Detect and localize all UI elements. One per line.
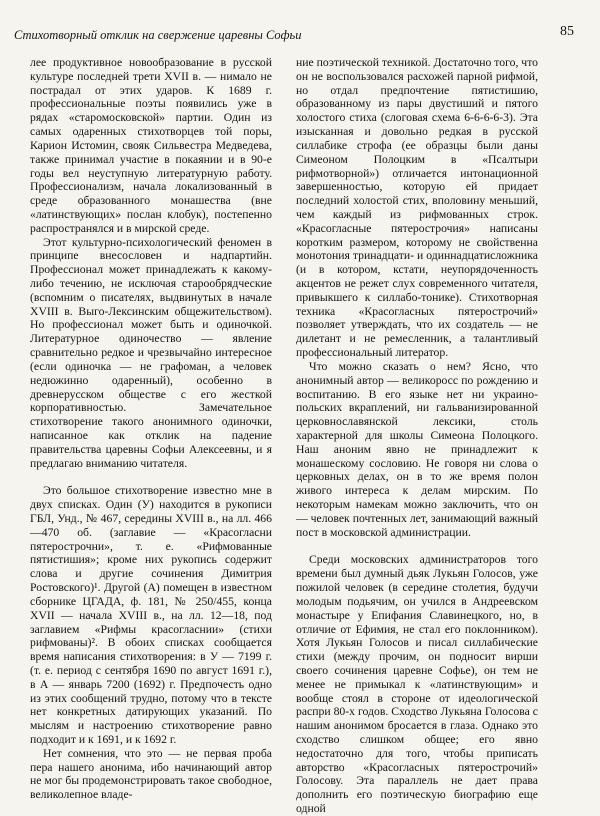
- paragraph: Что можно сказать о нем? Ясно, что анонимный автор — великоросс по рождению и воспитанию. В его языке нет ни украино-польских вкраплений, ни гальванизированной церковнославянской лексики, столь характерной для школы Симеона Полоцкого. Наш аноним явно не принадлежит к монашескому сословию. Не говоря ни слова о церковных делах, он в то же время полон живого интереса к делам мирским. По некоторым намекам можно заключить, что он — человек почтенных лет, занимающий важный пост в московской администрации.: [296, 359, 538, 539]
- paragraph: Нет сомнения, что это — не первая проба пера нашего анонима, ибо начинающий автор не мог бы продемонстрировать такое свободное, великолепное владе-: [30, 746, 272, 802]
- paragraph: Среди московских администраторов того времени был думный дьяк Лукьян Голосов, уже пожилой человек (в середине столетия, будучи молодым подьячим, он учился в Андреевском монастыре у Епифания Славинецкого, но, в отличие от Ефимия, не стал его поклонником). Хотя Лукьян Голосов и писал силлабические стихи (между прочим, он подносит вирши своего сочинения царевне Софье), он тем не менее не примыкал к «латинствующим» и вообще стоял в стороне от идеологической распри 80-х годов. Сходство Лукьяна Голосова с нашим анонимом бросается в глаза. Однако это сходство слишком общее; его явно недостаточно для того, чтобы приписать авторство «Красогласных пятерострочий» Голосову. Эта параллель не дает права дополнить его поэтическую биографию еще одной: [296, 553, 538, 816]
- paragraph: Это большое стихотворение известно мне в двух списках. Один (У) находится в рукописи ГБЛ, Унд., № 467, середины XVIII в., на лл. 466—470 об. (заглавие — «Красогласни пятерострочни», т. е. «Рифмованные пятистишия»; кроме них рукопись содержит слова и другие сочинения Димитрия Ростовского)¹. Другой (А) помещен в известном сборнике ЦГАДА, ф. 181, № 250/455, конца XVII — начала XVIII в., на лл. 12—18, под заглавием «Рифмы красогласнии» (стихи рифмованы)². В обоих списках сообщается время написания стихотворения: в У — 7199 г. (т. е. период с сентября 1690 по август 1691 г.), в А — январь 7200 (1692) г. Предпочесть одно из этих сообщений трудно, потому что в тексте нет конкретных датирующих указаний. По мыслям и настроению стихотворение равно подходит и к 1691, и к 1692 г.: [30, 484, 272, 746]
- paragraph: лее продуктивное новообразование в русской культуре последней трети XVII в. — нимало не пострадал от этих ударов. К 1689 г. профессиональные поэты появились уже в рядах «старомосковской» партии. Один из самых одаренных стихотворцев той поры, Карион Истомин, свояк Сильвестра Медведева, также принимал участие в покаянии и в 90-е годы вел неуступную литературную работу. Профессионализм, начала локализованный в среде образованного монашества (вне «латинствующих» послан клобук), постепенно распространялся и в мирской среде.: [30, 56, 272, 235]
- paragraph: ние поэтической техникой. Достаточно того, что он не воспользовался расхожей парной рифмой, но отдал предпочтение пятистишию, образованному из пары двустиший и пятого холостого стиха (слоговая схема 6-6-6-6-3). Эта изысканная и довольно редкая в русской силлабике строфа (ее образцы были даны Симеоном Полоцким в «Псалтыри рифмотворной») отличается интонационной завершенностью, которую ей придает последний холостой стих, вполовину меньший, чем каждый из рифмованных строк. «Красогласные пятерострочия» написаны коротким размером, которому не свойственна монотония тринадцати- и одиннадцатисложника (и в котором, кстати, неупорядоченность акцентов не режет слух современного читателя, привыкшего к силлабо-тонике). Стихотворная техника «Красогласных пятерострочий» позволяет утверждать, что их создатель — не дилетант и не ремесленник, а талантливый профессиональный литератор.: [296, 56, 538, 360]
- paragraph: Этот культурно-психологический феномен в принципе внесословен и надпартийн. Профессионал может принадлежать к какому-либо течению, не исключая старообрядческие (вспомним о писателях, выдвинутых в начале XVIII в. Выго-Лексинским общежительством). Но профессионал может быть и одиночкой. Литературное одиночество — явление сравнительно редкое и чрезвычайно интересное (если одиночка — не графоман, а человек недюжинно одаренный), особенно в древнерусском обществе с его жесткой корпоративностью. Замечательное стихотворение такого анонимного одиночки, написанное как отклик на падение правительства царевны Софьи Алексеевны, и я предлагаю вниманию читателя.: [30, 235, 272, 470]
- paragraph-gap: [296, 539, 538, 553]
- running-title: Стихотворный отклик на свержение царевны Софьи: [14, 28, 302, 42]
- paragraph-gap: [30, 470, 272, 484]
- right-column: [296, 56, 538, 816]
- page-header: [14, 24, 574, 48]
- page-number: 85: [560, 24, 574, 39]
- left-column: [30, 56, 272, 802]
